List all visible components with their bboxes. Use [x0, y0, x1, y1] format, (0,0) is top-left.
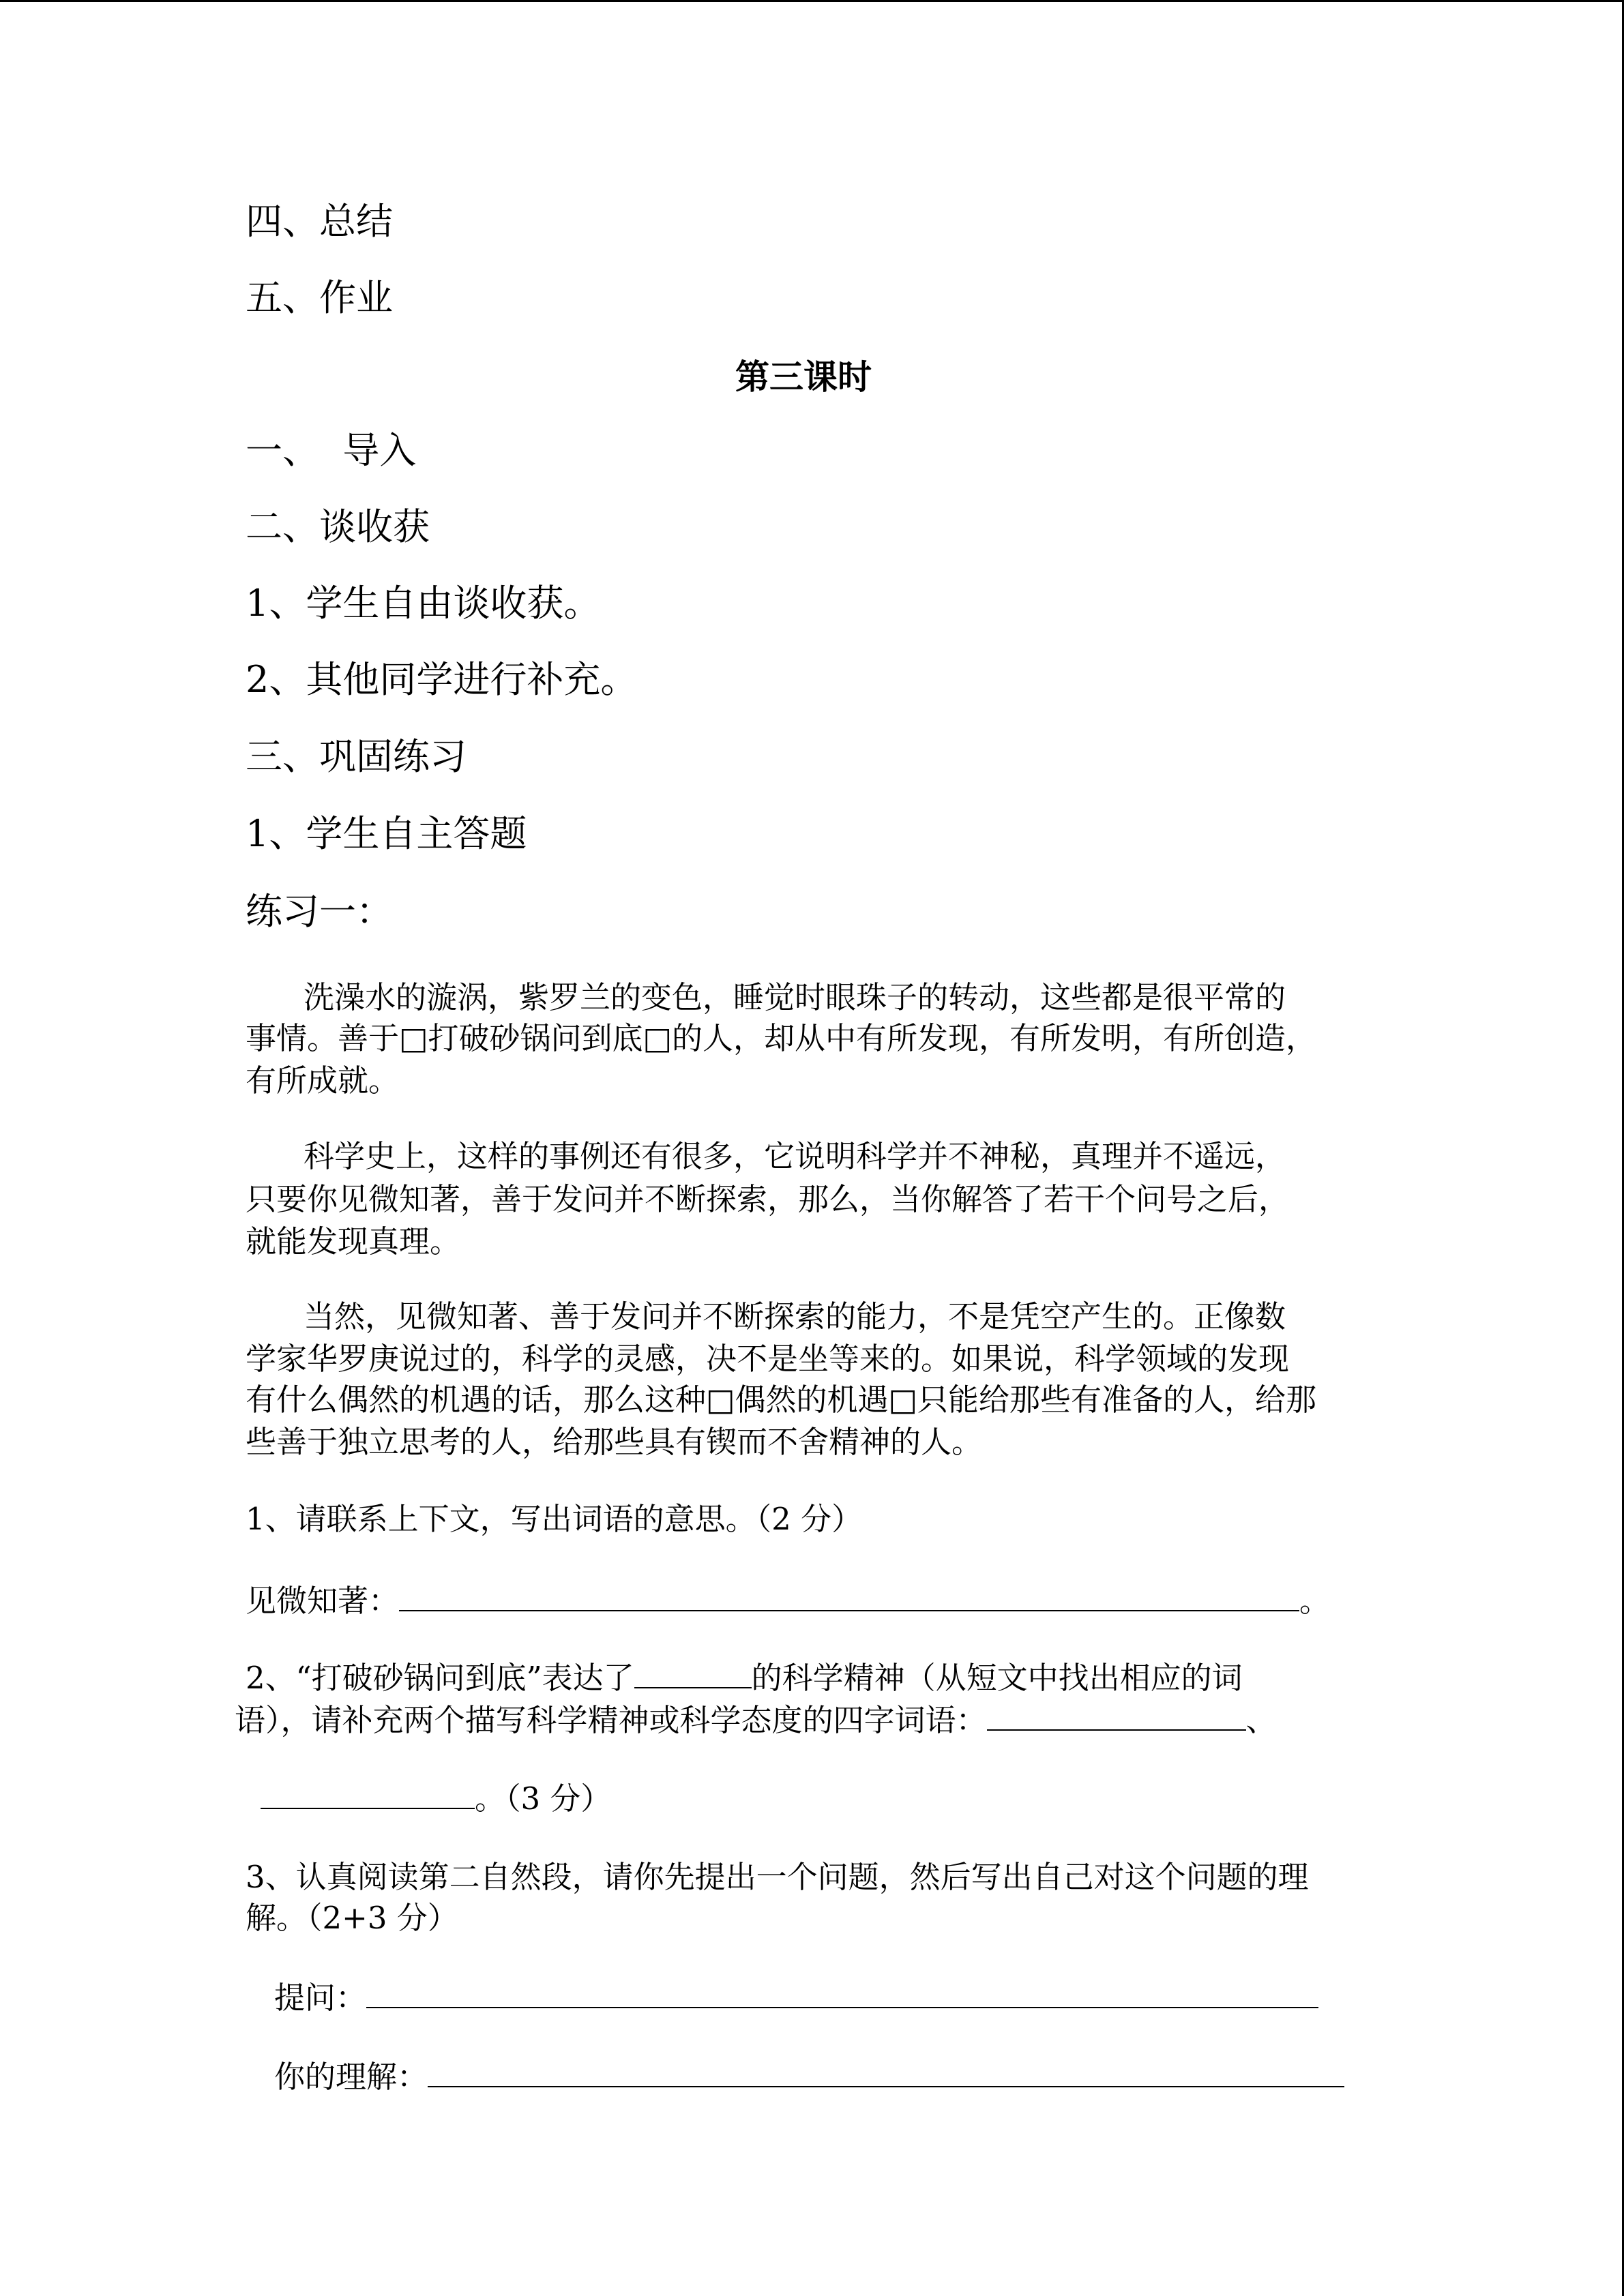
- lesson-title: 第三课时: [735, 357, 872, 397]
- question-2-end: 。（3 分）: [475, 1780, 612, 1817]
- question-1-answer-blank[interactable]: [399, 1610, 1299, 1611]
- question-2-text-c: 语），请补充两个描写科学精神或科学态度的四字词语：: [235, 1702, 987, 1738]
- passage-p3-line4: 些善于独立思考的人，给那些具有锲而不舍精神的人。: [246, 1424, 983, 1460]
- question-2-blank-2[interactable]: [987, 1729, 1246, 1731]
- outline-practice-1: 1、学生自主答题: [246, 812, 527, 855]
- question-2-line2: [235, 1702, 1277, 1738]
- question-2-blank-3[interactable]: [261, 1808, 475, 1809]
- question-2-text-a: 2、“打破砂锅问到底”表达了: [246, 1660, 634, 1696]
- passage-p3-line1: 当然，见微知著、善于发问并不断探索的能力，不是凭空产生的。正像数: [304, 1298, 1286, 1335]
- question-2-line1: [246, 1660, 1243, 1696]
- passage-p3-line3: 有什么偶然的机遇的话，那么这种□偶然的机遇□只能给那些有准备的人，给那: [246, 1382, 1317, 1418]
- exercise-label: 练习一：: [246, 890, 393, 933]
- passage-p2-line2: 只要你见微知著，善于发问并不断探索，那么，当你解答了若干个问号之后，: [246, 1181, 1290, 1217]
- passage-p2-line3: 就能发现真理。: [246, 1223, 461, 1259]
- question-2-text-b: 的科学精神（从短文中找出相应的词: [751, 1660, 1243, 1696]
- question-3-ask-row: [274, 1980, 1318, 2016]
- question-2-line3: [261, 1780, 612, 1817]
- question-1-answer-row: [246, 1583, 1331, 1619]
- passage-p2-line1: 科学史上，这样的事例还有很多，它说明科学并不神秘，真理并不遥远，: [304, 1138, 1286, 1174]
- question-3-ask-label: 提问：: [274, 1980, 367, 2016]
- outline-intro: 一、 导入: [246, 429, 417, 472]
- question-2-blank-1[interactable]: [634, 1687, 752, 1688]
- question-3-understand-label: 你的理解：: [274, 2059, 428, 2095]
- outline-practice: 三、巩固练习: [246, 735, 467, 778]
- page-border-top: [0, 0, 1624, 2]
- question-3-understand-blank[interactable]: [428, 2086, 1344, 2087]
- question-1: 1、请联系上下文，写出词语的意思。（2 分）: [246, 1501, 863, 1537]
- question-1-end: 。: [1299, 1583, 1331, 1619]
- question-1-answer-label: 见微知著：: [246, 1583, 400, 1619]
- passage-p1-line3: 有所成就。: [246, 1062, 400, 1099]
- passage-p1-line2: 事情。善于□打破砂锅问到底□的人，却从中有所发现，有所发明，有所创造，: [246, 1020, 1317, 1056]
- question-3-understand-row: [274, 2059, 1344, 2095]
- passage-p3-line2: 学家华罗庚说过的，科学的灵感，决不是坐等来的。如果说，科学领域的发现: [246, 1341, 1290, 1377]
- passage-p1-line1: 洗澡水的漩涡，紫罗兰的变色，睡觉时眼珠子的转动，这些都是很平常的: [304, 979, 1286, 1015]
- outline-homework: 五、作业: [246, 276, 393, 319]
- outline-summary: 四、总结: [246, 200, 393, 243]
- question-3-line1: 3、认真阅读第二自然段，请你先提出一个问题，然后写出自己对这个问题的理: [246, 1859, 1309, 1895]
- outline-talk-2: 2、其他同学进行补充。: [246, 658, 638, 701]
- outline-talk: 二、谈收获: [246, 505, 430, 548]
- question-3-ask-blank[interactable]: [366, 2007, 1318, 2008]
- question-2-sep: 、: [1245, 1702, 1277, 1738]
- question-3-line2: 解。（2+3 分）: [246, 1900, 458, 1936]
- outline-talk-1: 1、学生自由谈收获。: [246, 582, 601, 625]
